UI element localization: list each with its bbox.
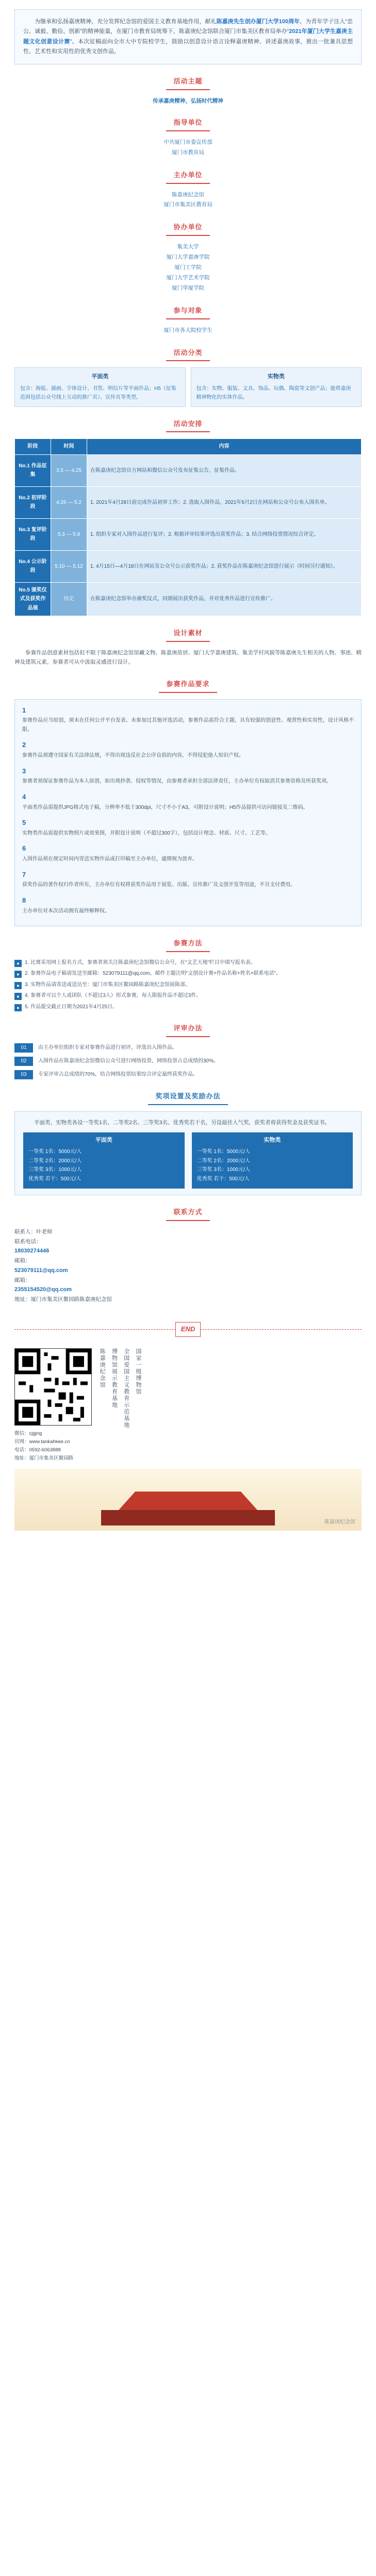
footer-meta-line: 官网：www.tankahkee.cn	[14, 1438, 70, 1445]
contact-phone[interactable]: 18030274446	[14, 1247, 50, 1254]
contact-block	[14, 1227, 362, 1304]
awards-box	[14, 1111, 362, 1196]
section-title-contact: 联系方式	[14, 1207, 362, 1221]
requirement-text: 平面类作品需提供JPG格式电子稿，分辨率不低于300dpi，尺寸不小于A3，可附设计说明；H5作品提供可访问链接及二维码。	[22, 804, 308, 810]
review-text: 由主办单位组织专家对参赛作品进行初评，评选出入围作品。	[38, 1045, 177, 1050]
co-unit: 厦门大学艺术学院	[166, 274, 210, 281]
requirement-number: 1	[22, 706, 26, 714]
category-grid	[14, 367, 362, 406]
requirement-number: 3	[22, 767, 26, 775]
schedule-header-time: 时间	[51, 439, 87, 455]
contact-mail1-label: 邮箱：	[14, 1258, 31, 1264]
review-badge: 01	[14, 1043, 33, 1053]
award-line: 二等奖 2名：2000元/人	[28, 1158, 82, 1164]
award-line: 一等奖 1名：5000元/人	[28, 1149, 82, 1155]
contact-address: 地址：厦门市集美区鳌园路陈嘉庚纪念馆	[14, 1296, 112, 1303]
building-illustration	[14, 1469, 362, 1531]
bullet-icon: ●	[14, 960, 22, 967]
requirement-number: 8	[22, 896, 26, 904]
host-unit: 陈嘉庚纪念馆	[172, 191, 204, 198]
review-item	[14, 1057, 362, 1066]
requirement-text: 参赛者须保证参赛作品为本人原创，如出现抄袭、侵权等情况，由参赛者承担全部法律责任，主办单位有权取消其参赛资格及所获奖项。	[22, 778, 332, 785]
schedule-stage: No.1 作品征集	[15, 454, 51, 486]
roof-shape	[119, 1492, 257, 1510]
section-title-material: 设计素材	[14, 628, 362, 642]
contact-mail2[interactable]: 2355154520@qq.com	[14, 1286, 72, 1293]
section-title-theme: 活动主题	[14, 76, 362, 90]
schedule-content: 1. 组织专家对入围作品进行复评；2. 根据评审结果评选出获奖作品；3. 结合网络投票情况综合评定。	[87, 518, 362, 550]
section-title-co: 协办单位	[14, 222, 362, 236]
requirement-text: 入围作品须在规定时间内寄送实物作品或打印稿至主办单位，逾期视为放弃。	[22, 856, 198, 862]
method-item: ● 3. 实物作品请寄送或送达至：厦门市集美区鳌园路陈嘉庚纪念馆展陈部。	[14, 980, 362, 990]
award-line: 优秀奖 若干：500元/人	[28, 1176, 81, 1182]
schedule-stage: No.4 公示阶段	[15, 550, 51, 582]
footer-column: 陈嘉庚纪念馆	[99, 1348, 106, 1388]
end-marker: END	[14, 1322, 362, 1337]
bullet-icon: ●	[14, 993, 22, 1000]
requirement-number: 2	[22, 741, 26, 749]
section-title-target: 参与对象	[14, 305, 362, 319]
qr-code-graphic	[15, 1349, 91, 1425]
category-title: 平面类	[91, 374, 109, 380]
bullet-icon: ●	[14, 971, 22, 978]
award-card-product	[192, 1132, 353, 1189]
schedule-stage: No.3 复评阶段	[15, 518, 51, 550]
requirement-text: 实物类作品需提供实物照片或效果图，并附设计说明（不超过300字），包括设计理念、材质、尺寸、工艺等。	[22, 830, 271, 836]
co-list	[14, 242, 362, 294]
requirement-item	[22, 705, 354, 735]
requirement-item	[22, 766, 354, 786]
review-list	[14, 1043, 362, 1079]
schedule-row	[15, 486, 362, 518]
requirement-item	[22, 895, 354, 916]
section-title-awards: 奖项设置及奖励办法	[14, 1091, 362, 1105]
contact-person: 联系人：叶老师	[14, 1229, 53, 1235]
section-title-host: 主办单位	[14, 170, 362, 184]
category-body: 包含：海报、插画、字体设计、书签、明信片等平面作品；H5（征集范围包括公众号线上互动的推广页）、宣传页等类型。	[20, 385, 176, 400]
review-item	[14, 1043, 362, 1053]
method-list	[14, 958, 362, 1012]
review-badge: 02	[14, 1057, 33, 1066]
schedule-row	[15, 550, 362, 582]
schedule-header-stage: 阶段	[15, 439, 51, 455]
co-unit: 集美大学	[177, 244, 199, 250]
co-unit: 厦门大学嘉庚学院	[166, 254, 210, 261]
requirement-number: 6	[22, 844, 26, 853]
schedule-time: 5.10 — 5.12	[51, 550, 87, 582]
schedule-content: 1. 2021年4月28日前完成作品初审工作；2. 选取入围作品，2021年5月2日在网站和公众号公布入围名单。	[87, 486, 362, 518]
category-card-graphic	[14, 367, 186, 406]
guide-unit: 中共厦门市委宣传部	[164, 139, 212, 145]
watermark: 陈嘉庚纪念馆	[324, 1519, 355, 1525]
schedule-header-content: 内容	[87, 439, 362, 455]
award-line: 三等奖 3名：1000元/人	[28, 1167, 82, 1173]
footer-column: 全国爱国主义教育示范基地	[123, 1348, 129, 1429]
contact-phone-label: 联系电话：	[14, 1238, 42, 1245]
section-title-category: 活动分类	[14, 347, 362, 362]
requirement-item	[22, 843, 354, 863]
footer-meta	[14, 1430, 92, 1463]
schedule-stage: No.5 颁奖仪式及获奖作品展	[15, 582, 51, 616]
footer-meta-line: 微信：cjgjng	[14, 1430, 42, 1436]
method-item: ● 1. 比赛采用网上报名方式，参赛者须关注陈嘉庚纪念馆微信公众号，在“文艺天地”栏目中填写报名表。	[14, 958, 362, 968]
schedule-time: 5.3 — 5.9	[51, 518, 87, 550]
guide-unit: 厦门市教育局	[172, 149, 204, 156]
category-card-product	[191, 367, 362, 406]
contact-mail1[interactable]: 523079111@qq.com	[14, 1267, 68, 1274]
co-unit: 厦门工学院	[174, 264, 202, 270]
requirement-item	[22, 791, 354, 812]
guide-list	[14, 138, 362, 158]
awards-intro: 平面类、实物类各设一等奖1名、二等奖2名、三等奖3名、优秀奖若干名，另设最佳人气奖，获奖者将获得奖金及获奖证书。	[34, 1119, 331, 1126]
section-title-schedule: 活动安排	[14, 418, 362, 433]
schedule-time: 3.5 — 4.25	[51, 454, 87, 486]
co-unit: 厦门华厦学院	[172, 284, 204, 291]
award-line: 优秀奖 若干：500元/人	[197, 1176, 250, 1182]
qr-code-icon[interactable]	[14, 1348, 92, 1426]
award-line: 一等奖 1名：5000元/人	[197, 1149, 250, 1155]
award-title: 平面类	[95, 1137, 112, 1144]
requirement-item	[22, 739, 354, 760]
schedule-table	[14, 438, 362, 616]
schedule-row	[15, 454, 362, 486]
intro-box	[14, 9, 362, 64]
contact-mail2-label: 邮箱：	[14, 1277, 31, 1283]
host-unit: 厦门市集美区教育局	[164, 201, 212, 208]
award-card-graphic	[23, 1132, 185, 1189]
award-line: 三等奖 3名：1000元/人	[197, 1167, 250, 1173]
section-title-method: 参赛方法	[14, 938, 362, 952]
review-text: 专家评审占总成绩的70%，结合网络投票结果综合评定最终获奖作品。	[38, 1072, 199, 1077]
requirement-text: 参赛作品须遵守国家有关法律法规，不得出现违反社会公序良俗的内容，不得侵犯他人知识产权。	[22, 753, 244, 758]
requirement-text: 获奖作品的著作权归作者所有，主办单位有权将获奖作品用于展览、出版、宣传推广及文创开发等用途，不另支付费用。	[22, 882, 296, 888]
method-item: ● 2. 参赛作品电子稿请发送至邮箱：523079111@qq.com，邮件主题注明“文创设计赛+作品名称+姓名+联系电话”。	[14, 969, 362, 978]
requirement-text: 主办单位对本次活动拥有最终解释权。	[22, 908, 110, 914]
material-text: 参赛作品创意素材包括但不限于陈嘉庚纪念馆馆藏文物、陈嘉庚故居、厦门大学嘉庚建筑、集美学村风貌等陈嘉庚先生相关的人物、事迹、精神及建筑元素，参赛者可从中汲取灵感进行设计。	[14, 650, 362, 666]
footer-column: 博物馆展示教育基地	[111, 1348, 118, 1409]
method-item: ● 4. 参赛者可以个人或团队（不超过3人）形式参赛，每人限报作品不超过3件。	[14, 991, 362, 1001]
award-line: 二等奖 2名：2000元/人	[197, 1158, 250, 1164]
schedule-header-row	[15, 439, 362, 455]
footer-column: 国家一级博物馆	[135, 1348, 141, 1395]
category-body: 包含：实物、服装、文具、饰品、玩偶、陶瓷等文创产品；能将嘉庚精神物化的实体作品。	[196, 385, 351, 400]
awards-grid	[23, 1132, 353, 1189]
target-text: 厦门市各大院校学生	[164, 327, 212, 333]
schedule-stage: No.2 初评阶段	[15, 486, 51, 518]
review-badge: 03	[14, 1070, 33, 1079]
section-title-guide: 指导单位	[14, 117, 362, 131]
requirement-item	[22, 817, 354, 838]
section-title-review: 评审办法	[14, 1023, 362, 1037]
footer-meta-line: 电话：0592-6063888	[14, 1447, 61, 1453]
schedule-content: 在陈嘉庚纪念馆官方网站和微信公众号发布征集公告，征集作品。	[87, 454, 362, 486]
review-text: 入围作品在陈嘉庚纪念馆微信公众号进行网络投票，网络投票占总成绩的30%。	[38, 1058, 219, 1064]
method-item: ● 5. 作品提交截止日期为2021年4月25日。	[14, 1003, 362, 1012]
host-list	[14, 190, 362, 211]
requirement-number: 7	[22, 870, 26, 878]
theme-text: 传承嘉庚精神，弘扬时代精神	[153, 97, 223, 104]
requirement-number: 5	[22, 819, 26, 826]
requirement-number: 4	[22, 792, 26, 801]
schedule-time: 待定	[51, 582, 87, 616]
award-title: 实物类	[264, 1137, 281, 1144]
requirement-text: 参赛作品应当原创，须未在任何公开平台发表、未参加过其他评选活动，参赛作品需符合主题，具有较强的创意性、观赏性和实用性，设计风格不限。	[22, 718, 354, 733]
category-title: 实物类	[267, 374, 285, 380]
requirement-item	[22, 869, 354, 890]
requirements-box	[14, 699, 362, 927]
schedule-time: 4.26 — 5.2	[51, 486, 87, 518]
schedule-row	[15, 518, 362, 550]
footer-meta-line: 地址：厦门市集美区鳌园路	[14, 1455, 74, 1461]
schedule-row	[15, 582, 362, 616]
bullet-icon: ●	[14, 982, 22, 989]
building-base	[101, 1510, 275, 1526]
section-title-requirements: 参赛作品要求	[14, 679, 362, 693]
schedule-content: 1. 4月15日—4月18日在网站及公众号公示获奖作品；2. 获奖作品在陈嘉庚纪念馆进行展示（时间另行通知）。	[87, 550, 362, 582]
footer-vertical-text	[97, 1348, 376, 1429]
intro-paragraph: 为继承和弘扬嘉庚精神，充分发挥纪念馆的爱国主义教育基地作用，献礼陈嘉庚先生创办厦门大学100周年，为青年学子注入“忠公、诚毅、勤俭、创新”的精神能量，在厦门市教育局统筹下，陈嘉庚纪念馆联合厦门市集美区教育局举办“2021年厦门大学生嘉庚主题文化创意设计赛”。本次征稿面向全市大中专院校学生，鼓励以创意设计语言诠释嘉庚精神、讲述嘉庚故事，推出一批兼具思想性、艺术性和实用性的优秀文创作品。	[23, 19, 353, 55]
schedule-content: 在陈嘉庚纪念馆举办颁奖仪式，同期展出获奖作品，并对优秀作品进行宣传推广。	[87, 582, 362, 616]
review-item	[14, 1070, 362, 1079]
bullet-icon: ●	[14, 1004, 22, 1011]
footer	[14, 1348, 362, 1463]
